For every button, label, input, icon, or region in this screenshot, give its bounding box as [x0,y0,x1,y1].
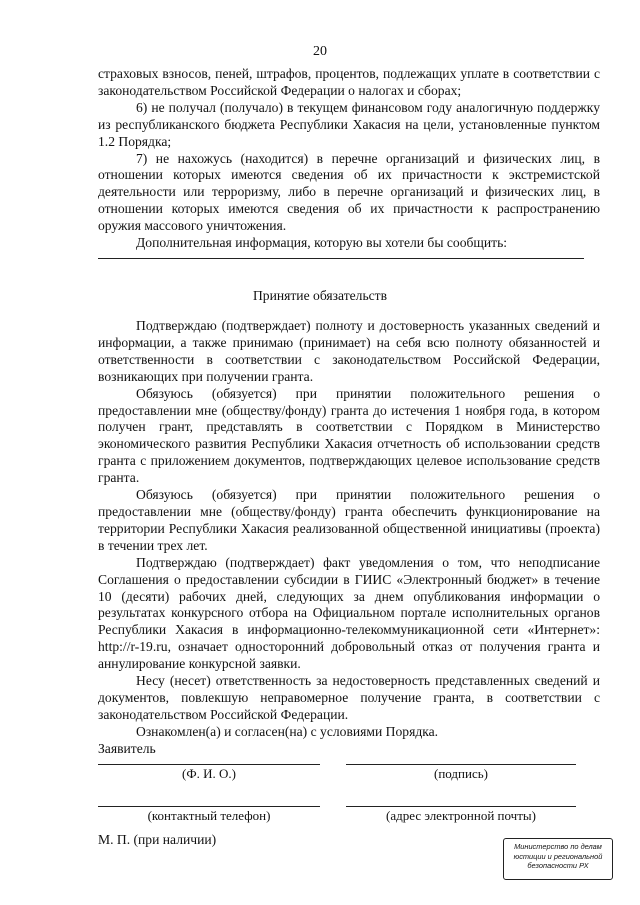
additional-info-prompt: Дополнительная информация, которую вы хотели бы сообщить: [136,235,508,251]
seal-label: М. П. (при наличии) [98,832,217,847]
obligation-paragraph: Обязуюсь (обязуется) при принятии положительного решения о предоставлении мне (обществу/фонду) гранта до истечения 1 ноября года, в котором получен грант, представлять в соответствии с Порядком в Министерство экономического развития Республики Хакасия отчетность об использовании средств гранта с приложением документов, подтверждающих целевое использование средств гранта. [98,385,600,486]
fio-line [98,764,320,765]
ministry-stamp [503,838,613,880]
phone-label: (контактный телефон) [147,808,271,823]
signature-label: (подпись) [434,766,488,781]
obligation-paragraph: Подтверждаю (подтверждает) факт уведомления о том, что неподписание Соглашения о предоставлении субсидии в ГИИС «Электронный бюджет» в течение 10 (десяти) рабочих дней, следующих за днем опубликования информации о результатах конкурсного отбора на Официальном портале исполнительных органов Республики Хакасия в информационно-телекоммуникационной сети «Интернет»: http://r-19.ru, означает односторонний добровольный отказ от получения гранта и аннулирование конкурсной заявки. [98,554,600,672]
obligation-paragraph: Несу (несет) ответственность за недостоверность представленных сведений и документов, повлекшую неправомерное получение гранта, в соответствии с законодательством Российской Федерации. [98,673,600,722]
email-label: (адрес электронной почты) [386,808,536,823]
stamp-line: юстиции и региональной [513,851,603,861]
page-number: 20 [313,44,327,59]
obligation-paragraph: Обязуюсь (обязуется) при принятии положительного решения о предоставлении мне (обществу/фонду) гранта обеспечить функционирование на территории Республики Хакасия реализованной общественной инициативы (проекта) в течении трех лет. [98,487,600,553]
obligation-paragraph: Ознакомлен(а) и согласен(на) с условиями Порядка. [136,723,439,739]
stamp-line: безопасности РХ [527,861,589,870]
email-line [346,806,576,807]
fio-label: (Ф. И. О.) [182,766,236,781]
top-text-block [98,66,600,252]
section-heading: Принятие обязательств [252,288,388,303]
signature-line [346,764,576,765]
obligation-paragraph: Подтверждаю (подтверждает) полноту и достоверность указанных сведений и информации, а также принимаю (принимает) на себя всю полноту обязанностей и ответственности в соответствии с законодательством Российской Федерации, возникающих при получении гранта. [98,318,600,384]
paragraph-continuation: страховых взносов, пеней, штрафов, процентов, подлежащих уплате в соответствии с законодательством Российской Федерации о налогах и сборах; [98,66,600,98]
applicant-label: Заявитель [98,741,156,756]
paragraph-item-7: 7) не нахожусь (находится) в перечне организаций и физических лиц, в отношении которых имеются сведения об их причастности к экстремистской деятельности или терроризму, либо в перечне организаций и физических лиц, в отношении которых имеются сведения об их причастности к распространению оружия массового уничтожения. [98,150,600,234]
paragraph-item-6: 6) не получал (получало) в текущем финансовом году аналогичную поддержку из республиканского бюджета Республики Хакасия на цели, установленные пунктом 1.2 Порядка; [98,99,600,149]
obligations-text-block [98,318,600,741]
additional-info-line [98,258,584,259]
phone-line [98,806,320,807]
stamp-line: Министерство по делам [514,842,602,851]
